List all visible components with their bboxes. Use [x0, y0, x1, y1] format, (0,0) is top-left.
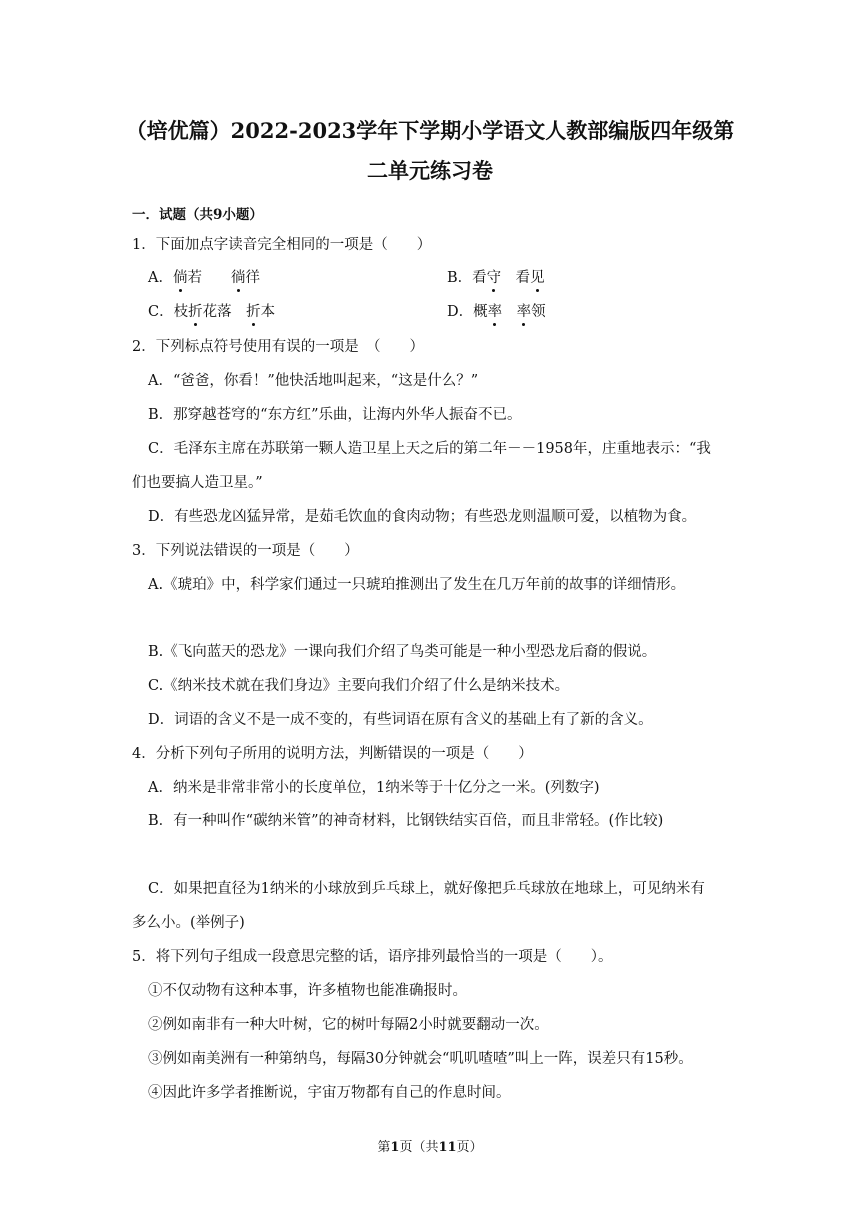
page-footer: 第1页（共11页） [377, 1140, 483, 1155]
question-5-sentence-2: ②例如南非有一种大叶树，它的树叶每隔2小时就要翻动一次。 [148, 1017, 549, 1033]
question-2-stem: 2．下列标点符号使用有误的一项是 （ ） [132, 339, 424, 355]
question-3-option-b: B.《飞向蓝天的恐龙》一课向我们介绍了鸟类可能是一种小型恐龙后裔的假说。 [148, 644, 657, 660]
question-4-stem: 4．分析下列句子所用的说明方法，判断错误的一项是（ ） [132, 746, 533, 762]
emphasis-dot-char: 倘 [172, 270, 188, 286]
emphasis-dot-char: 率 [487, 304, 503, 320]
question-4-option-a: A．纳米是非常非常小的长度单位，1纳米等于十亿分之一米。(列数字) [148, 780, 600, 796]
question-3-option-d: D．词语的含义不是一成不变的，有些词语在原有含义的基础上有了新的含义。 [148, 712, 653, 728]
question-1-option-c: C．枝折花落 折本 [148, 304, 276, 320]
question-4-option-c-line-2: 多么小。(举例子) [132, 915, 245, 931]
question-5-stem: 5．将下列句子组成一段意思完整的话，语序排列最恰当的一项是（ ）。 [132, 949, 613, 965]
emphasis-dot-char: 率 [516, 304, 532, 320]
question-4-option-b: B．有一种叫作“碳纳米管”的神奇材料，比钢铁结实百倍，而且非常轻。(作比较) [148, 813, 664, 829]
question-2-option-d: D．有些恐龙凶猛异常，是茹毛饮血的食肉动物；有些恐龙则温顺可爱，以植物为食。 [148, 509, 697, 525]
question-1-option-b: B．看守 看见 [447, 270, 545, 286]
page-title-line-1: （培优篇）2022-2023学年下学期小学语文人教部编版四年级第 [125, 118, 735, 143]
question-2-option-c-line-1: C．毛泽东主席在苏联第一颗人造卫星上天之后的第二年－－1958年，庄重地表示：“我 [148, 441, 711, 457]
total-pages-number: 11 [438, 1140, 457, 1155]
question-1-option-d: D．概率 率领 [447, 304, 546, 320]
emphasis-dot-char: 折 [246, 304, 261, 320]
question-5-sentence-1: ①不仅动物有这种本事，许多植物也能准确报时。 [148, 983, 467, 999]
emphasis-dot-char: 见 [530, 270, 545, 286]
question-2-option-c-line-2: 们也要搞人造卫星。” [132, 475, 263, 491]
question-4-option-c-line-1: C．如果把直径为1纳米的小球放到乒乓球上，就好像把乒乓球放在地球上，可见纳米有 [148, 881, 705, 897]
current-page-number: 1 [390, 1140, 400, 1155]
question-2-option-b: B．那穿越苍穹的“东方红”乐曲，让海内外华人振奋不已。 [148, 407, 522, 423]
section-heading: 一．试题（共9小题） [132, 207, 263, 223]
question-5-sentence-3: ③例如南美洲有一种第纳鸟，每隔30分钟就会“叽叽喳喳”叫上一阵，误差只有15秒。 [148, 1051, 693, 1067]
emphasis-dot-char: 徜 [230, 270, 246, 286]
question-3-stem: 3．下列说法错误的一项是（ ） [132, 543, 359, 559]
emphasis-dot-char: 守 [486, 270, 502, 286]
question-2-option-a: A．“爸爸，你看！”他快活地叫起来，“这是什么？” [148, 373, 479, 389]
question-1-option-a: A．倘若 徜徉 [148, 270, 260, 286]
page-title-line-2: 二单元练习卷 [367, 158, 493, 183]
emphasis-dot-char: 折 [188, 304, 203, 320]
question-1-stem: 1．下面加点字读音完全相同的一项是（ ） [132, 237, 432, 253]
question-3-option-a: A.《琥珀》中，科学家们通过一只琥珀推测出了发生在几万年前的故事的详细情形。 [148, 577, 686, 593]
question-5-sentence-4: ④因此许多学者推断说，宇宙万物都有自己的作息时间。 [148, 1085, 511, 1101]
question-3-option-c: C.《纳米技术就在我们身边》主要向我们介绍了什么是纳米技术。 [148, 678, 570, 694]
